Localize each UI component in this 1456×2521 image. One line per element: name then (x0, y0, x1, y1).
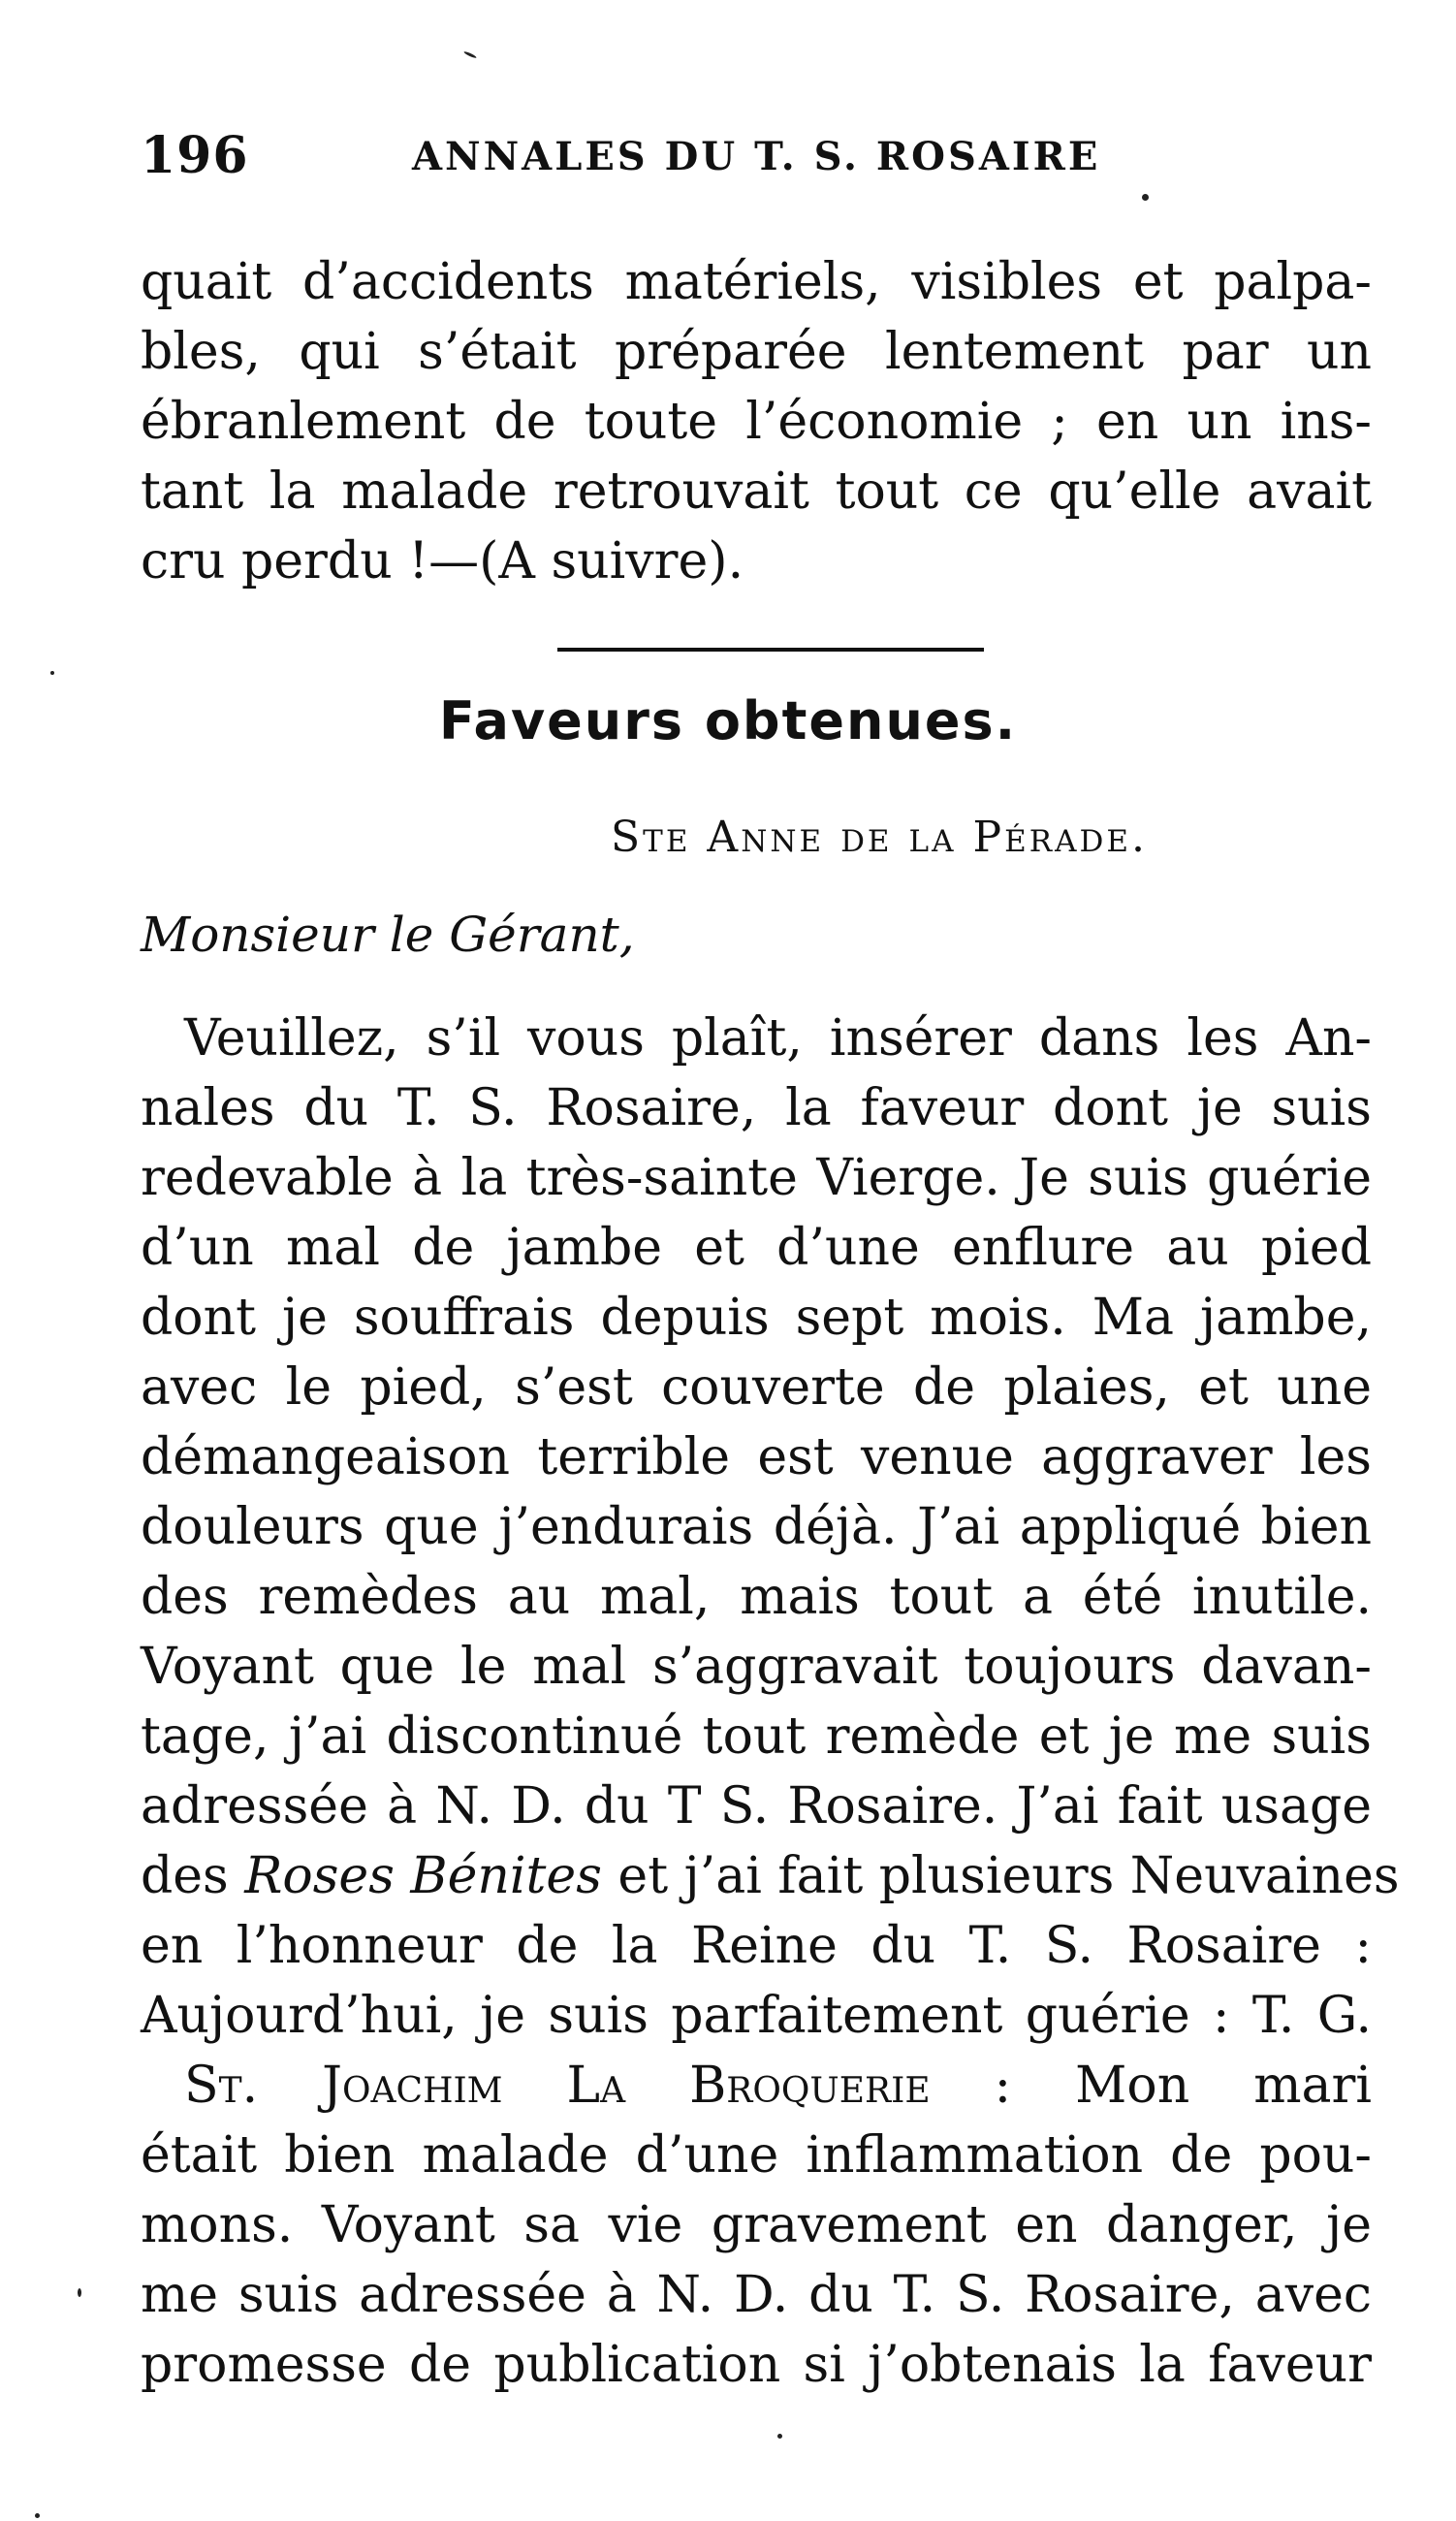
text-line: était bien malade d’une inflammation de pou- (141, 2126, 1372, 2185)
text-line: tage, j’ai discontinué tout remède et je me suis (141, 1707, 1372, 1766)
text-line: douleurs que j’endurais déjà. J’ai appliqué bien (141, 1498, 1372, 1556)
section-title: Faveurs obtenues. (438, 690, 1018, 751)
text-line: en l’honneur de la Reine du T. S. Rosaire : (141, 1917, 1372, 1975)
text-line: cru perdu !—(A suivre). (141, 532, 744, 590)
text-line: ébranlement de toute l’économie ; en un ins- (141, 393, 1372, 451)
intro-paragraph (141, 247, 1372, 596)
text-line: nales du T. S. Rosaire, la faveur dont je suis (141, 1079, 1372, 1137)
text-fragment: et j’ai fait plusieurs Neuvaines (601, 1847, 1400, 1905)
text-line: avec le pied, s’est couverte de plaies, et une (141, 1358, 1372, 1417)
italic-term: Roses Bénites (244, 1847, 602, 1905)
text-fragment: des (141, 1847, 245, 1905)
salutation: Monsieur le Gérant, (141, 907, 635, 963)
place-heading: Ste Anne de la Pérade. (611, 813, 1148, 862)
print-speck (463, 50, 477, 59)
section-divider (557, 648, 984, 652)
text-line: démangeaison terrible est venue aggraver les (141, 1428, 1372, 1486)
text-line (141, 1841, 1400, 1911)
text-line: bles, qui s’était préparée lentement par un (141, 323, 1372, 381)
text-line: dont je souffrais depuis sept mois. Ma jambe, (141, 1289, 1372, 1347)
text-line: Veuillez, s’il vous plaît, insérer dans les An- (184, 1009, 1372, 1068)
print-speck (35, 2513, 40, 2518)
text-fragment: Mon mari (1011, 2057, 1372, 2115)
text-line: mons. Voyant sa vie gravement en danger, je (141, 2196, 1372, 2254)
running-title: ANNALES DU T. S. ROSAIRE (412, 134, 1101, 179)
text-line: des remèdes au mal, mais tout a été inutile. (141, 1568, 1372, 1626)
text-line: tant la malade retrouvait tout ce qu’elle avait (141, 463, 1372, 521)
text-line: d’un mal de jambe et d’une enflure au pied (141, 1219, 1372, 1277)
text-line: me suis adressée à N. D. du T. S. Rosaire, avec (141, 2266, 1372, 2324)
text-line: redevable à la très-sainte Vierge. Je suis guérie (141, 1149, 1372, 1207)
text-line: promesse de publication si j’obtenais la faveur (141, 2336, 1372, 2394)
print-speck (1142, 194, 1149, 201)
text-line (141, 2051, 1372, 2121)
page-header (141, 126, 1372, 204)
text-line: quait d’accidents matériels, visibles et palpa- (141, 253, 1372, 311)
page-number: 196 (141, 126, 249, 185)
text-line: Voyant que le mal s’aggravait toujours davan- (141, 1638, 1372, 1696)
text-line: Aujourd’hui, je suis parfaitement guérie : T. G. (141, 1987, 1372, 2045)
print-speck (50, 671, 54, 675)
text-line: adressée à N. D. du T S. Rosaire. J’ai fait usage (141, 1777, 1372, 1835)
place-name: St. Joachim La Broquerie : (184, 2057, 1012, 2115)
print-speck (78, 2288, 81, 2297)
print-speck (777, 2434, 782, 2439)
letter-paragraph (141, 1004, 1400, 2400)
